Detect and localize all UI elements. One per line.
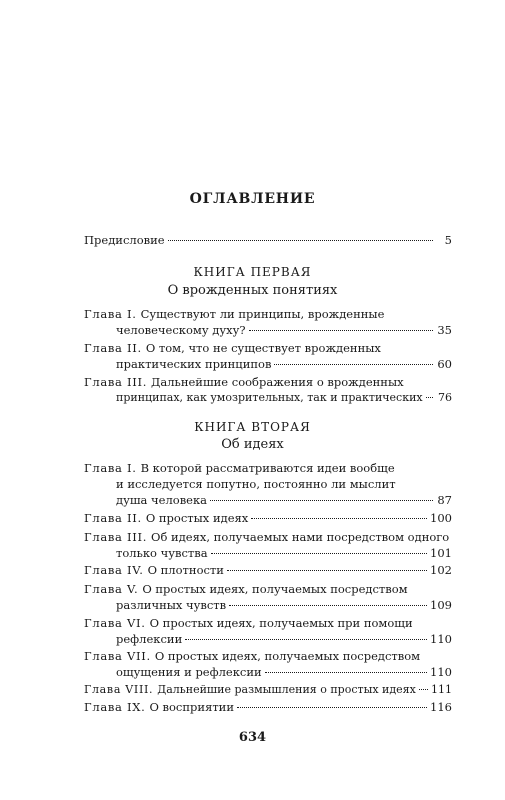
chapter-number: Глава III. bbox=[84, 375, 148, 389]
chapter-number: Глава III. bbox=[84, 530, 148, 544]
entry-text: Дальнейшие размышления о простых идеях bbox=[157, 683, 416, 696]
toc-entry-b2-ch3 bbox=[84, 529, 452, 561]
entry-text: и исследуется попутно, постоянно ли мыслит bbox=[116, 477, 396, 491]
chapter-number: Глава IV. bbox=[84, 563, 144, 577]
entry-text: рефлексии bbox=[116, 632, 183, 646]
toc-entry-b1-ch3 bbox=[84, 374, 452, 406]
entry-page: 5 bbox=[444, 233, 452, 247]
dot-leader bbox=[274, 364, 433, 365]
toc-entry-b2-ch8 bbox=[84, 682, 452, 698]
entry-page: 116 bbox=[430, 700, 452, 714]
entry-page: 111 bbox=[431, 683, 452, 696]
toc-entry-b2-ch2 bbox=[84, 510, 452, 526]
dot-leader bbox=[426, 397, 433, 398]
dot-leader bbox=[251, 518, 427, 519]
entry-text: ощущения и рефлексии bbox=[116, 665, 262, 679]
entry-page: 110 bbox=[430, 665, 452, 679]
entry-page: 101 bbox=[430, 546, 452, 560]
dot-leader bbox=[229, 605, 427, 606]
entry-text: О простых идеях bbox=[145, 511, 249, 525]
entry-page: 102 bbox=[430, 563, 452, 577]
entry-text: практических принципов bbox=[116, 357, 272, 371]
entry-text: О простых идеях, получаемых посредством bbox=[142, 582, 408, 596]
dot-leader bbox=[237, 707, 427, 708]
entry-text: О восприятии bbox=[149, 700, 235, 714]
toc-entry-b2-ch1 bbox=[84, 460, 452, 508]
book-two-subtitle: Об идеях bbox=[221, 437, 284, 452]
toc-entry-preface bbox=[84, 232, 452, 248]
dot-leader bbox=[227, 570, 427, 571]
entry-text: Дальнейшие соображения о врожденных bbox=[151, 375, 404, 389]
toc-entry-b2-ch7 bbox=[84, 648, 452, 680]
dot-leader bbox=[265, 672, 427, 673]
toc-entry-b2-ch6 bbox=[84, 615, 452, 647]
book-two-label: КНИГА ВТОРАЯ bbox=[194, 420, 311, 434]
entry-text: Предисловие bbox=[84, 233, 165, 247]
chapter-number: Глава II. bbox=[84, 341, 142, 355]
toc-entry-b2-ch4 bbox=[84, 562, 452, 578]
chapter-number: Глава IX. bbox=[84, 700, 146, 714]
entry-page: 60 bbox=[437, 357, 452, 371]
chapter-number: Глава I. bbox=[84, 307, 137, 321]
entry-text: только чувства bbox=[116, 546, 208, 560]
entry-text: О том, что не существует врожденных bbox=[145, 341, 381, 355]
chapter-number: Глава I. bbox=[84, 461, 137, 475]
dot-leader bbox=[185, 639, 427, 640]
entry-text: О плотности bbox=[147, 563, 224, 577]
entry-page: 110 bbox=[430, 632, 452, 646]
toc-entry-b2-ch5 bbox=[84, 581, 452, 613]
toc-entry-b1-ch1 bbox=[84, 306, 452, 338]
toc-title: ОГЛАВЛЕНИЕ bbox=[189, 191, 316, 207]
chapter-number: Глава VI. bbox=[84, 616, 146, 630]
chapter-number: Глава VII. bbox=[84, 649, 151, 663]
entry-text: Существуют ли принципы, врожденные bbox=[140, 307, 385, 321]
dot-leader bbox=[210, 500, 433, 501]
dot-leader bbox=[211, 553, 427, 554]
dot-leader bbox=[419, 689, 428, 690]
book-one-label: КНИГА ПЕРВАЯ bbox=[193, 265, 312, 279]
book-one-subtitle: О врожденных понятиях bbox=[167, 283, 338, 298]
entry-text: О простых идеях, получаемых при помощи bbox=[149, 616, 413, 630]
entry-page: 76 bbox=[438, 391, 452, 404]
toc-entry-b2-ch9 bbox=[84, 699, 452, 715]
chapter-number: Глава V. bbox=[84, 582, 139, 596]
entry-text: различных чувств bbox=[116, 598, 227, 612]
dot-leader bbox=[249, 330, 433, 331]
entry-page: 35 bbox=[437, 323, 452, 337]
chapter-number: Глава VIII. bbox=[84, 683, 154, 696]
entry-text: принципах, как умозрительных, так и практических bbox=[116, 391, 423, 404]
entry-text: человеческому духу? bbox=[116, 323, 246, 337]
chapter-number: Глава II. bbox=[84, 511, 142, 525]
dot-leader bbox=[168, 240, 433, 241]
entry-text: душа человека bbox=[116, 493, 208, 507]
page-number: 634 bbox=[238, 730, 267, 745]
entry-text: О простых идеях, получаемых посредством bbox=[154, 649, 421, 663]
entry-page: 109 bbox=[430, 598, 452, 612]
toc-entry-b1-ch2 bbox=[84, 340, 452, 372]
entry-text: Об идеях, получаемых нами посредством одного bbox=[151, 530, 450, 544]
entry-page: 100 bbox=[430, 511, 452, 525]
entry-page: 87 bbox=[437, 493, 452, 507]
entry-text: В которой рассматриваются идеи вообще bbox=[140, 461, 395, 475]
